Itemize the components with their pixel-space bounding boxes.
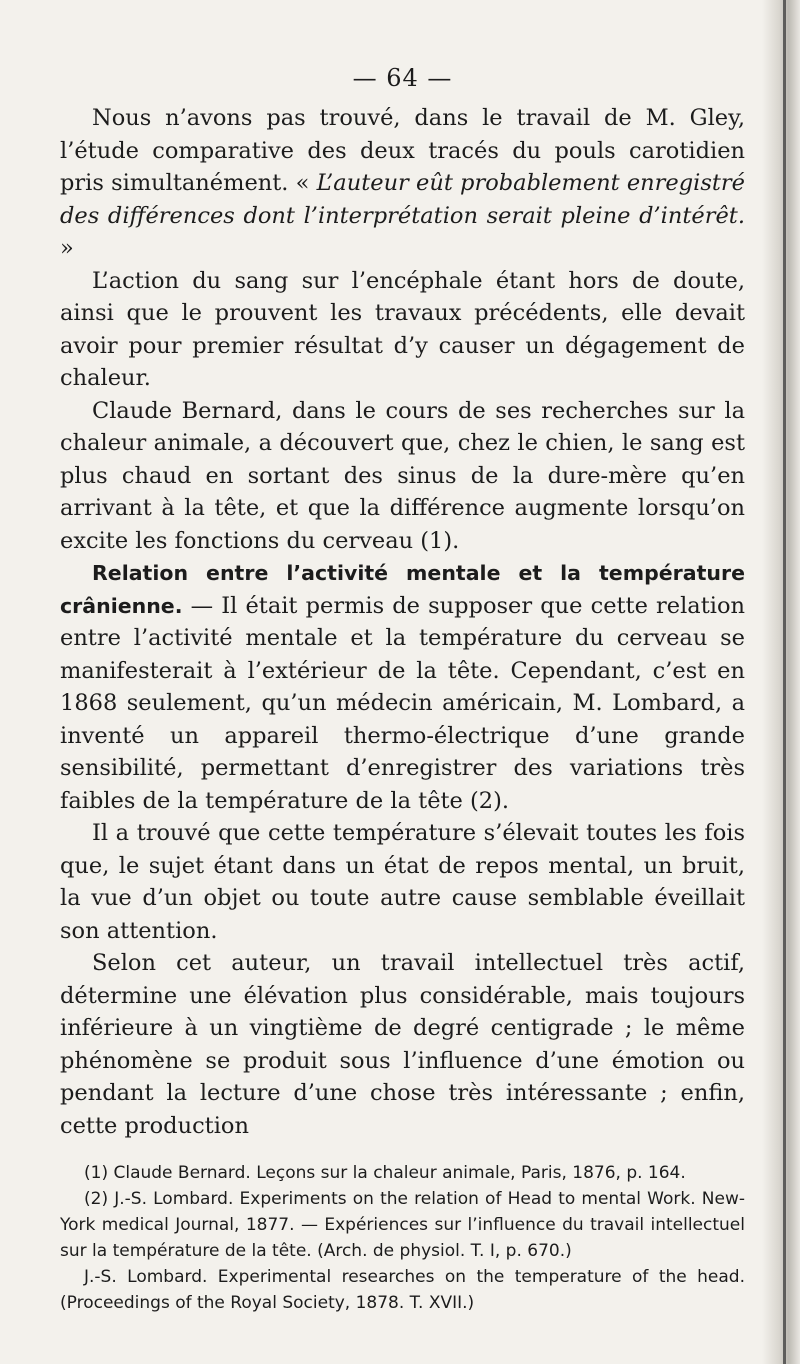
binding-shadow-line: [783, 0, 786, 1364]
footnote-2: (2) J.-S. Lombard. Experiments on the relation of Head to mental Work. New-York medical Journal, 1877. — Expériences sur l’influence du travail intellectuel sur la température de la tête. (Arch. de physiol. T. I, p. 670.): [60, 1189, 745, 1261]
paragraph-action-sang: L’action du sang sur l’encéphale étant hors de doute, ainsi que le prouvent les travaux précédents, elle devait avoir pour premier résultat d’y causer un dégagement de chaleur.: [60, 267, 745, 391]
paragraph-gley-text-b: »: [60, 235, 74, 261]
paragraph-gley: [60, 102, 745, 265]
footnotes: [60, 1160, 745, 1316]
paragraph-travail-intellectuel: Selon cet auteur, un travail intellectuel très actif, détermine une élévation plus considérable, mais toujours inférieure à un vingtième de degré centigrade ; le même phénomène se produit sous l’influence d’une émotion ou pendant la lecture d’une chose très intéressante ; enfin, cette production: [60, 950, 745, 1139]
paragraph-relation-text: — Il était permis de supposer que cette relation entre l’activité mentale et la température du cerveau se manifesterait à l’extérieur de la tête. Cependant, c’est en 1868 seulement, qu’un médecin américain, M. Lombard, a inventé un appareil thermo-électrique d’une grande sensibilité, permettant d’enregistrer des variations très faibles de la température de la tête (2).: [60, 592, 745, 814]
page-number: — 64 —: [352, 64, 453, 92]
paragraph-relation: [60, 557, 745, 817]
footnote-1: (1) Claude Bernard. Leçons sur la chaleur animale, Paris, 1876, p. 164.: [84, 1163, 686, 1183]
paragraph-claude-bernard: Claude Bernard, dans le cours de ses recherches sur la chaleur animale, a découvert que, chez le chien, le sang est plus chaud en sortant des sinus de la dure-mère qu’en arrivant à la tête, et que la différence augmente lorsqu’on excite les fonctions du cerveau (1).: [60, 397, 745, 554]
paragraph-gley-quote: L’auteur eût probablement enregistré des différences dont l’interprétation serait pleine d’intérêt.: [60, 170, 745, 229]
footnote-3: J.-S. Lombard. Experimental researches on the temperature of the head. (Proceedings of the Royal Society, 1878. T. XVII.): [60, 1267, 745, 1313]
page-edge: [762, 0, 800, 1364]
section-heading: Relation entre l’activité mentale et la température crânienne.: [60, 561, 745, 618]
paragraph-temperature: Il a trouvé que cette température s’élevait toutes les fois que, le sujet étant dans un état de repos mental, un bruit, la vue d’un objet ou toute autre cause semblable éveillait son attention.: [60, 820, 745, 944]
book-page: [60, 60, 745, 1316]
paragraph-gley-text-a: Nous n’avons pas trouvé, dans le travail de M. Gley, l’étude comparative des deux tracés du pouls carotidien pris simultanément. «: [60, 105, 745, 196]
